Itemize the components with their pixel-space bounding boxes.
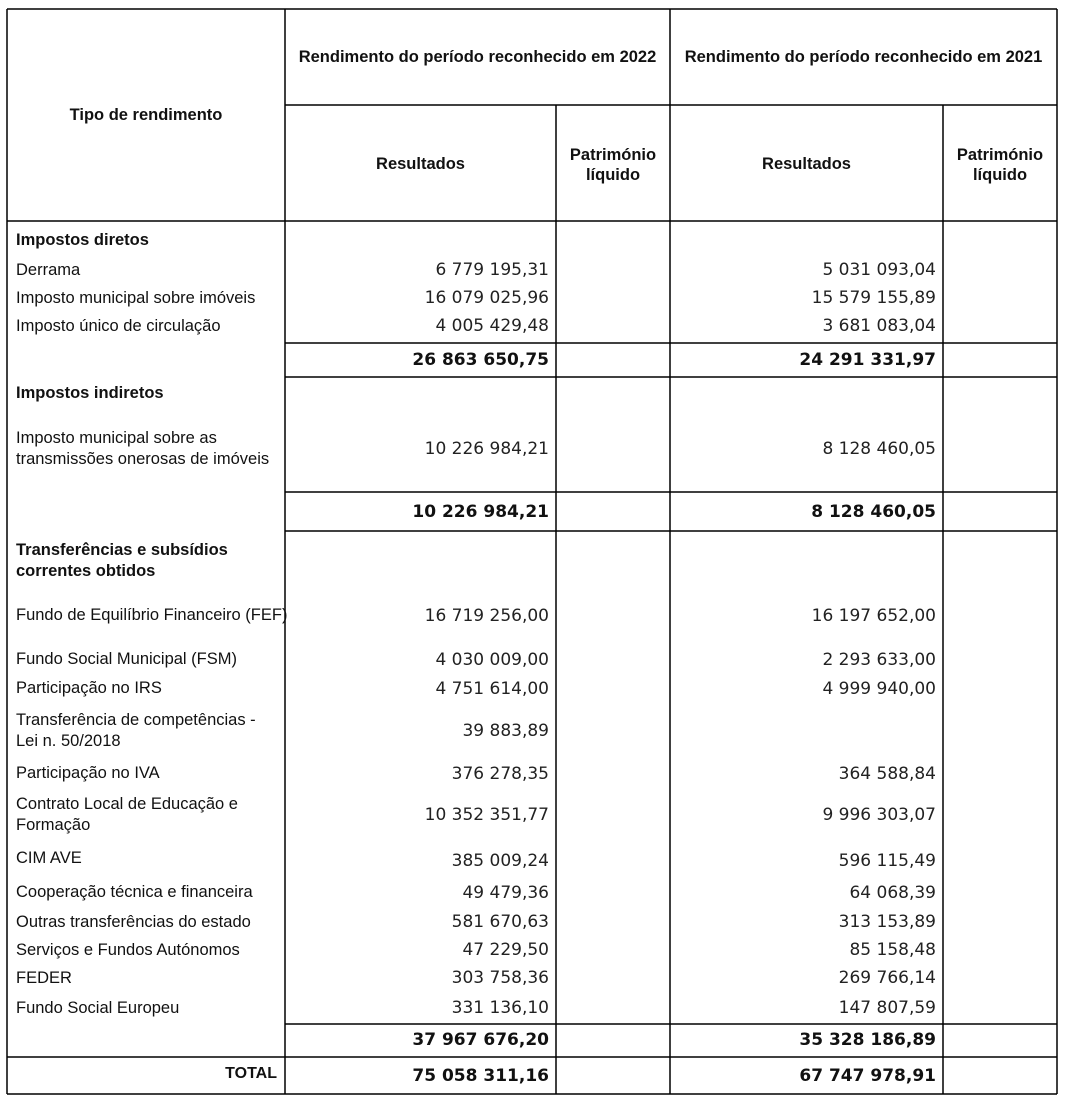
row-value-2021: 85 158,48 [849,940,936,960]
subtotal-2022: 37 967 676,20 [412,1030,549,1050]
row-value-2021: 4 999 940,00 [822,679,936,699]
row-value-2021: 313 153,89 [838,912,936,932]
total-2022: 75 058 311,16 [412,1066,549,1086]
row-label: Derrama [16,261,81,279]
row-value-2022: 39 883,89 [462,721,549,741]
row-value-2022: 49 479,36 [462,883,549,903]
row-value-2021: 2 293 633,00 [822,650,936,670]
header-period-2021: Rendimento do período reconhecido em 2021 [684,48,1043,66]
row-value-2022: 10 226 984,21 [424,439,549,459]
row-value-2022: 376 278,35 [451,764,549,784]
section-title-diretos: Impostos diretos [16,231,149,249]
row-label: FEDER [16,969,72,987]
total-label: TOTAL [225,1065,277,1082]
row-value-2022: 16 719 256,00 [424,606,549,626]
row-label: Cooperação técnica e financeira [16,883,253,901]
row-value-2022: 385 009,24 [451,851,549,871]
row-value-2021: 269 766,14 [838,968,936,988]
header-patrimonio-2021: Património líquido [956,146,1044,184]
row-label: Fundo de Equilíbrio Financeiro (FEF) [16,606,288,624]
row-label: Outras transferências do estado [16,913,251,931]
subtotal-2021: 24 291 331,97 [799,350,936,370]
subtotal-2021: 8 128 460,05 [811,502,936,522]
subtotal-2022: 10 226 984,21 [412,502,549,522]
row-value-2022: 581 670,63 [451,912,549,932]
row-label: Fundo Social Municipal (FSM) [16,650,237,668]
header-period-2022: Rendimento do período reconhecido em 2022 [298,48,657,66]
section-title-indiretos: Impostos indiretos [16,384,164,402]
row-label: Transferência de competências - Lei n. 50/2018 [16,711,256,750]
row-label: Imposto municipal sobre as transmissões onerosas de imóveis [16,429,270,468]
total-2021: 67 747 978,91 [799,1066,936,1086]
header-patrimonio-2022: Património líquido [569,146,657,184]
row-label: Imposto municipal sobre imóveis [16,289,256,307]
row-label: CIM AVE [16,849,82,867]
header-tipo-rendimento: Tipo de rendimento [69,106,223,124]
row-label: Fundo Social Europeu [16,999,180,1017]
row-label: Imposto único de circulação [16,317,221,335]
row-value-2021: 8 128 460,05 [822,439,936,459]
row-label: Participação no IRS [16,679,162,697]
row-value-2021: 16 197 652,00 [811,606,936,626]
row-value-2022: 47 229,50 [462,940,549,960]
row-value-2022: 16 079 025,96 [424,288,549,308]
row-value-2021: 596 115,49 [838,851,936,871]
row-label: Participação no IVA [16,764,160,782]
subtotal-2022: 26 863 650,75 [412,350,549,370]
header-resultados-2021: Resultados [762,155,851,173]
section-title-transferencias: Transferências e subsídios correntes obtidos [16,541,228,580]
row-value-2022: 303 758,36 [451,968,549,988]
row-value-2021: 364 588,84 [838,764,936,784]
row-label: Serviços e Fundos Autónomos [16,941,240,959]
row-value-2021: 147 807,59 [838,998,936,1018]
row-value-2022: 6 779 195,31 [435,260,549,280]
row-value-2021: 64 068,39 [849,883,936,903]
row-value-2022: 4 751 614,00 [435,679,549,699]
header-resultados-2022: Resultados [376,155,465,173]
row-value-2022: 331 136,10 [451,998,549,1018]
row-value-2021: 15 579 155,89 [811,288,936,308]
row-value-2021: 9 996 303,07 [822,805,936,825]
row-value-2022: 10 352 351,77 [424,805,549,825]
subtotal-2021: 35 328 186,89 [799,1030,936,1050]
row-value-2021: 5 031 093,04 [822,260,936,280]
row-value-2022: 4 005 429,48 [435,316,549,336]
row-value-2022: 4 030 009,00 [435,650,549,670]
row-value-2021: 3 681 083,04 [822,316,936,336]
row-label: Contrato Local de Educação e Formação [16,795,238,834]
